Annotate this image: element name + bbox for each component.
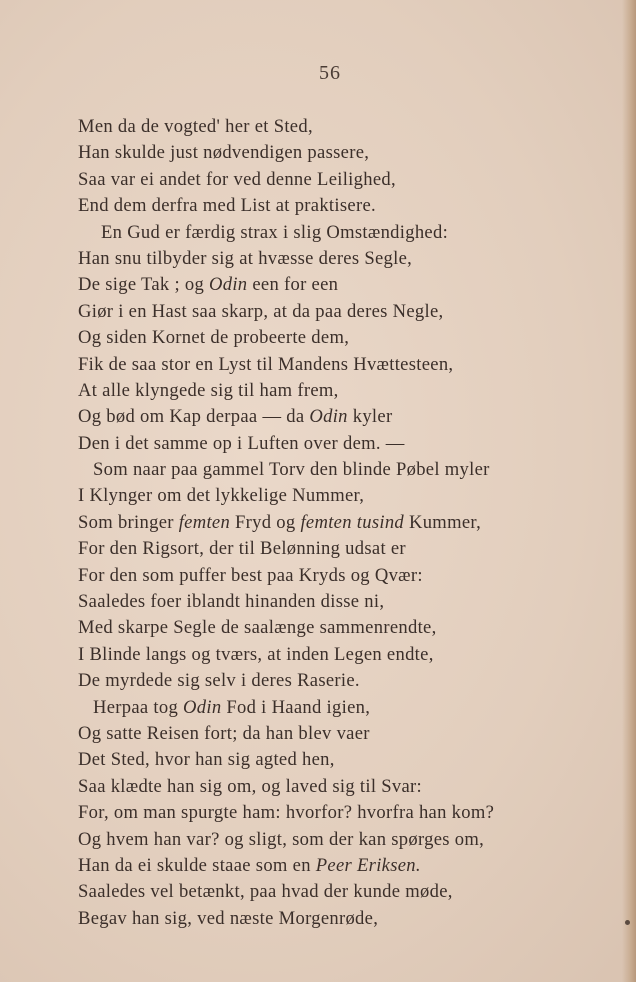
poem-line	[0, 906, 636, 932]
poem-line	[0, 589, 636, 615]
line-text: Saa var ei andet for ved denne Leilighed,	[78, 168, 396, 190]
line-text: Han skulde just nødvendigen passere,	[78, 142, 370, 164]
poem-line	[0, 404, 636, 430]
poem-line	[0, 774, 636, 800]
line-text: Fod i Haand igien,	[221, 696, 371, 718]
line-text: At alle klyngede sig til ham frem,	[78, 379, 339, 401]
line-text: Som bringer	[78, 511, 179, 533]
italic-text: Odin	[183, 696, 222, 718]
line-text: Saa klædte han sig om, og laved sig til Svar:	[78, 775, 423, 797]
line-text: Fik de saa stor en Lyst til Mandens Hvættesteen,	[78, 353, 454, 375]
poem-line	[0, 721, 636, 747]
line-text: For den som puffer best paa Kryds og Qvær:	[78, 564, 423, 586]
line-text: Men da de vogted' her et Sted,	[78, 116, 313, 137]
line-text: Fryd og	[230, 511, 301, 533]
line-text: Og satte Reisen fort; da han blev vaer	[78, 722, 370, 744]
line-text: Og siden Kornet de probeerte dem,	[78, 327, 350, 349]
poem-line	[0, 642, 636, 668]
poem-line	[0, 246, 636, 272]
line-text: Han da ei skulde staae som en	[78, 854, 316, 876]
poem-line	[0, 378, 636, 404]
line-text: End dem derfra med List at praktisere.	[78, 195, 376, 217]
line-text: Det Sted, hvor han sig agted hen,	[78, 749, 335, 771]
line-text: Saaledes vel betænkt, paa hvad der kunde møde,	[78, 881, 453, 903]
poem-line	[0, 747, 636, 773]
poem-text	[0, 114, 636, 932]
page-number: 56	[319, 62, 341, 84]
poem-line	[0, 140, 636, 166]
poem-line	[0, 431, 636, 457]
poem-line	[0, 352, 636, 378]
poem-line	[0, 853, 636, 879]
line-text: De sige Tak ; og	[78, 274, 210, 296]
line-text: Som naar paa gammel Torv den blinde Pøbel myler	[93, 459, 490, 481]
poem-line	[0, 668, 636, 694]
line-text: Og bød om Kap derpaa — da	[78, 406, 310, 428]
line-text: I Klynger om det lykkelige Nummer,	[78, 485, 365, 507]
poem-line	[0, 483, 636, 509]
poem-line	[0, 827, 636, 853]
line-text: een for een	[247, 274, 339, 296]
poem-line	[0, 615, 636, 641]
line-text: Giør i en Hast saa skarp, at da paa deres Negle,	[78, 300, 444, 322]
line-text: For, om man spurgte ham: hvorfor? hvorfra han kom?	[78, 802, 495, 824]
poem-line	[0, 114, 636, 140]
poem-line	[0, 879, 636, 905]
poem-line	[0, 536, 636, 562]
poem-line	[0, 510, 636, 536]
italic-text: Peer Eriksen.	[315, 854, 421, 876]
poem-line	[0, 695, 636, 721]
line-text: Kummer,	[404, 511, 482, 533]
line-text: Den i det samme op i Luften over dem. —	[78, 432, 405, 454]
italic-text: Odin	[209, 274, 248, 296]
italic-text: femten tusind	[300, 511, 405, 533]
line-text: For den Rigsort, der til Belønning udsat er	[78, 538, 406, 560]
line-text: Herpaa tog	[93, 696, 184, 718]
poem-line	[0, 167, 636, 193]
line-text: Saaledes foer iblandt hinanden disse ni,	[78, 591, 385, 613]
poem-line	[0, 272, 636, 298]
italic-text: Odin	[309, 406, 348, 428]
poem-line	[0, 299, 636, 325]
poem-line	[0, 457, 636, 483]
poem-line	[0, 563, 636, 589]
line-text: I Blinde langs og tværs, at inden Legen endte,	[78, 643, 434, 665]
line-text: En Gud er færdig strax i slig Omstændighed:	[101, 221, 449, 243]
ink-spot	[625, 920, 630, 925]
poem-line	[0, 325, 636, 351]
line-text: Og hvem han var? og sligt, som der kan spørges om,	[78, 828, 485, 850]
line-text: Han snu tilbyder sig at hvæsse deres Segle,	[78, 247, 413, 269]
line-text: De myrdede sig selv i deres Raserie.	[78, 670, 360, 692]
italic-text: femten	[178, 511, 231, 533]
line-text: Begav han sig, ved næste Morgenrøde,	[78, 907, 379, 929]
poem-line	[0, 220, 636, 246]
line-text: kyler	[347, 406, 393, 428]
poem-line	[0, 800, 636, 826]
line-text: Med skarpe Segle de saalænge sammenrendte,	[78, 617, 437, 639]
poem-line	[0, 193, 636, 219]
